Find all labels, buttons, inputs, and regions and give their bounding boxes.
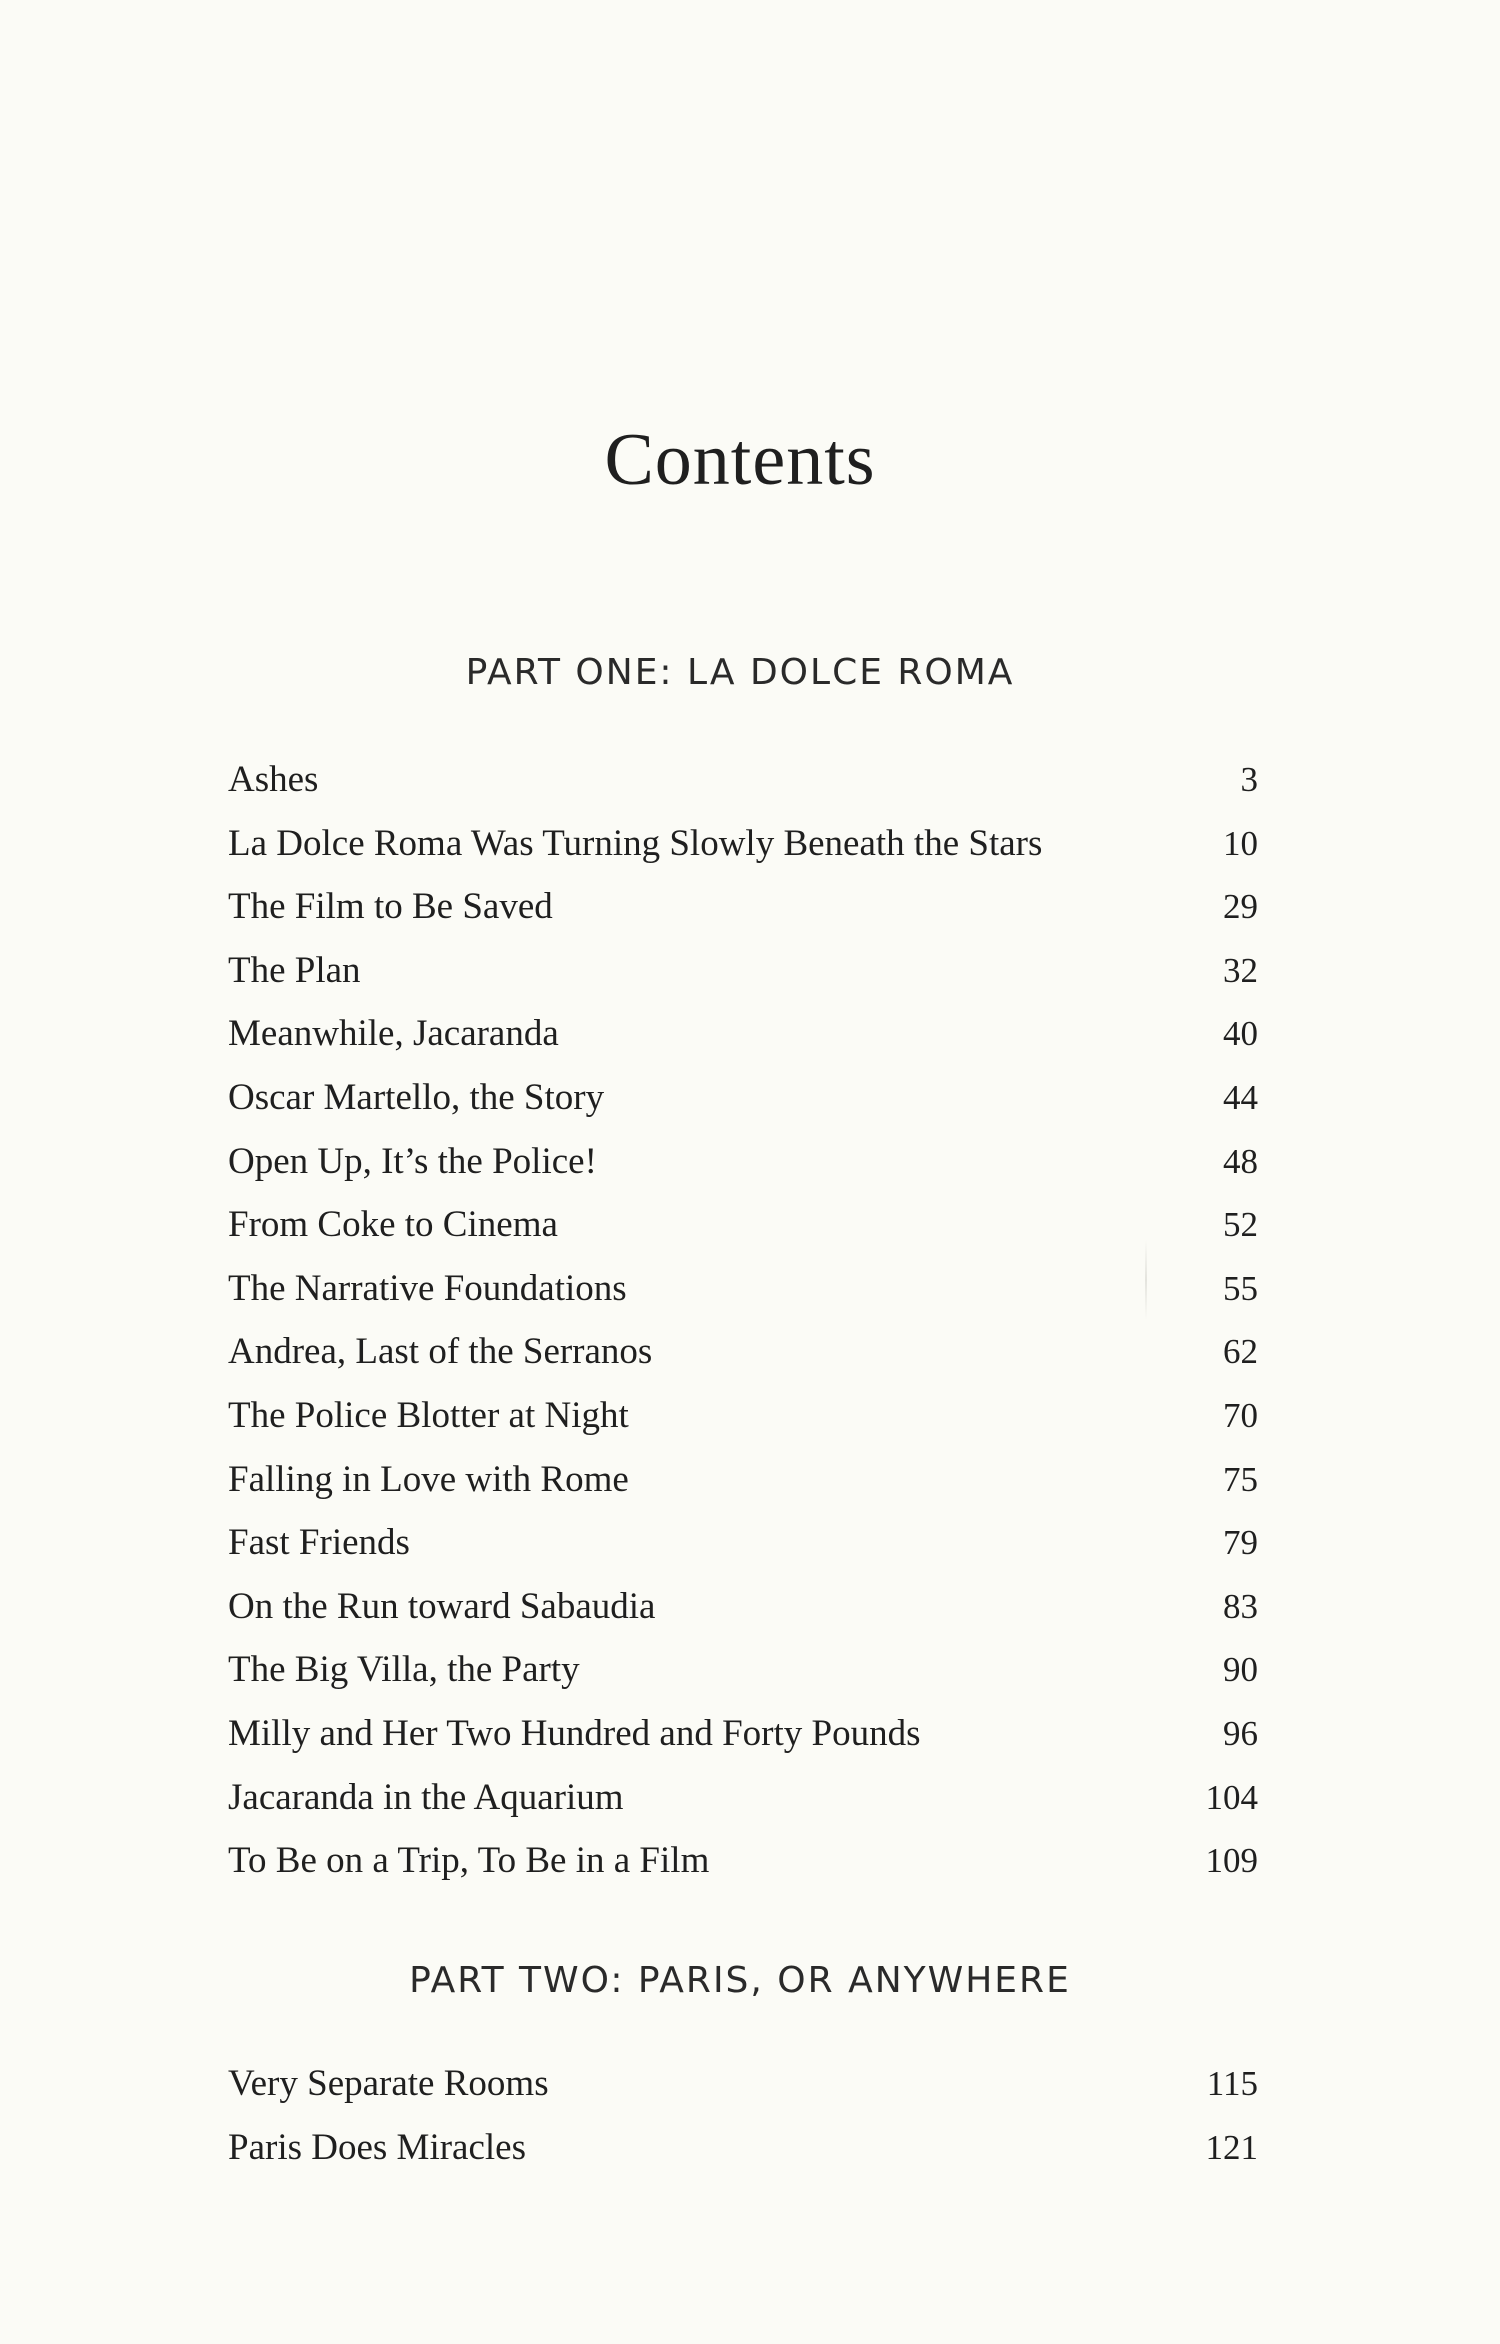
toc-entry-title: Open Up, It’s the Police! — [228, 1140, 597, 1182]
toc-entry-page-number: 29 — [1223, 887, 1258, 927]
toc-entry-title: The Police Blotter at Night — [228, 1394, 629, 1436]
toc-entry[interactable] — [228, 1130, 1258, 1194]
toc-entry[interactable] — [228, 1638, 1258, 1702]
toc-entry-page-number: 115 — [1206, 2064, 1258, 2103]
part-one-entries — [228, 748, 1258, 1893]
toc-entry[interactable] — [228, 939, 1258, 1003]
toc-entry-title: The Film to Be Saved — [228, 886, 553, 928]
toc-entry-page-number: 32 — [1223, 950, 1258, 990]
toc-entry[interactable] — [228, 1575, 1258, 1639]
toc-entry-page-number: 62 — [1223, 1332, 1258, 1372]
toc-entry-page-number: 83 — [1223, 1586, 1258, 1626]
toc-entry-title: The Plan — [228, 949, 361, 991]
toc-entry-title: Paris Does Miracles — [228, 2126, 526, 2168]
toc-entry-page-number: 90 — [1223, 1650, 1258, 1690]
toc-entry-title: To Be on a Trip, To Be in a Film — [228, 1840, 710, 1882]
toc-entry-page-number: 40 — [1223, 1014, 1258, 1054]
toc-entry-page-number: 109 — [1205, 1841, 1258, 1881]
toc-entry[interactable] — [228, 1320, 1258, 1384]
toc-entry-title: Fast Friends — [228, 1522, 410, 1564]
toc-entry[interactable] — [228, 1384, 1258, 1448]
toc-entry[interactable] — [228, 1002, 1258, 1066]
toc-entry[interactable] — [228, 1829, 1258, 1893]
toc-entry-title: Falling in Love with Rome — [228, 1458, 629, 1500]
toc-entry-page-number: 55 — [1223, 1268, 1258, 1308]
toc-entry[interactable] — [228, 1448, 1258, 1512]
toc-entry[interactable] — [228, 2116, 1258, 2180]
toc-entry-title: Ashes — [228, 759, 319, 800]
toc-entry-title: Andrea, Last of the Serranos — [228, 1331, 653, 1373]
toc-entry-title: Milly and Her Two Hundred and Forty Pounds — [228, 1712, 921, 1754]
toc-entry-page-number: 79 — [1223, 1523, 1258, 1563]
scan-artifact — [1145, 1240, 1147, 1320]
toc-entry-page-number: 75 — [1223, 1459, 1258, 1499]
toc-entry[interactable] — [228, 2052, 1258, 2116]
toc-entry[interactable] — [228, 748, 1258, 812]
toc-entry[interactable] — [228, 1257, 1258, 1321]
toc-entry-title: The Big Villa, the Party — [228, 1649, 580, 1691]
toc-entry[interactable] — [228, 1066, 1258, 1130]
toc-entry[interactable] — [228, 1511, 1258, 1575]
toc-entry-page-number: 96 — [1223, 1713, 1258, 1753]
toc-entry-page-number: 10 — [1223, 823, 1258, 863]
toc-entry-page-number: 52 — [1223, 1205, 1258, 1245]
toc-entry-page-number: 104 — [1205, 1777, 1258, 1817]
toc-entry[interactable] — [228, 1766, 1258, 1830]
toc-entry[interactable] — [228, 1193, 1258, 1257]
part-two-heading: PART TWO: PARIS, OR ANYWHERE — [409, 1960, 1071, 2001]
toc-entry-page-number: 121 — [1205, 2127, 1258, 2167]
toc-entry-title: The Narrative Foundations — [228, 1267, 627, 1309]
toc-entry[interactable] — [228, 812, 1258, 876]
toc-entry-page-number: 3 — [1240, 760, 1258, 799]
toc-entry-title: Meanwhile, Jacaranda — [228, 1013, 559, 1055]
toc-entry-title: From Coke to Cinema — [228, 1204, 558, 1246]
toc-entry-page-number: 48 — [1223, 1141, 1258, 1181]
toc-entry[interactable] — [228, 1702, 1258, 1766]
toc-entry[interactable] — [228, 875, 1258, 939]
toc-entry-title: Jacaranda in the Aquarium — [228, 1776, 624, 1818]
toc-entry-title: On the Run toward Sabaudia — [228, 1585, 656, 1627]
toc-entry-page-number: 70 — [1223, 1395, 1258, 1435]
part-one-heading: PART ONE: LA DOLCE ROMA — [465, 652, 1015, 693]
toc-entry-title: Oscar Martello, the Story — [228, 1076, 605, 1118]
toc-entry-page-number: 44 — [1223, 1077, 1258, 1117]
part-two-entries — [228, 2052, 1258, 2179]
toc-entry-title: Very Separate Rooms — [228, 2063, 549, 2104]
toc-entry-title: La Dolce Roma Was Turning Slowly Beneath the Stars — [228, 822, 1043, 864]
page-title: Contents — [604, 419, 876, 501]
